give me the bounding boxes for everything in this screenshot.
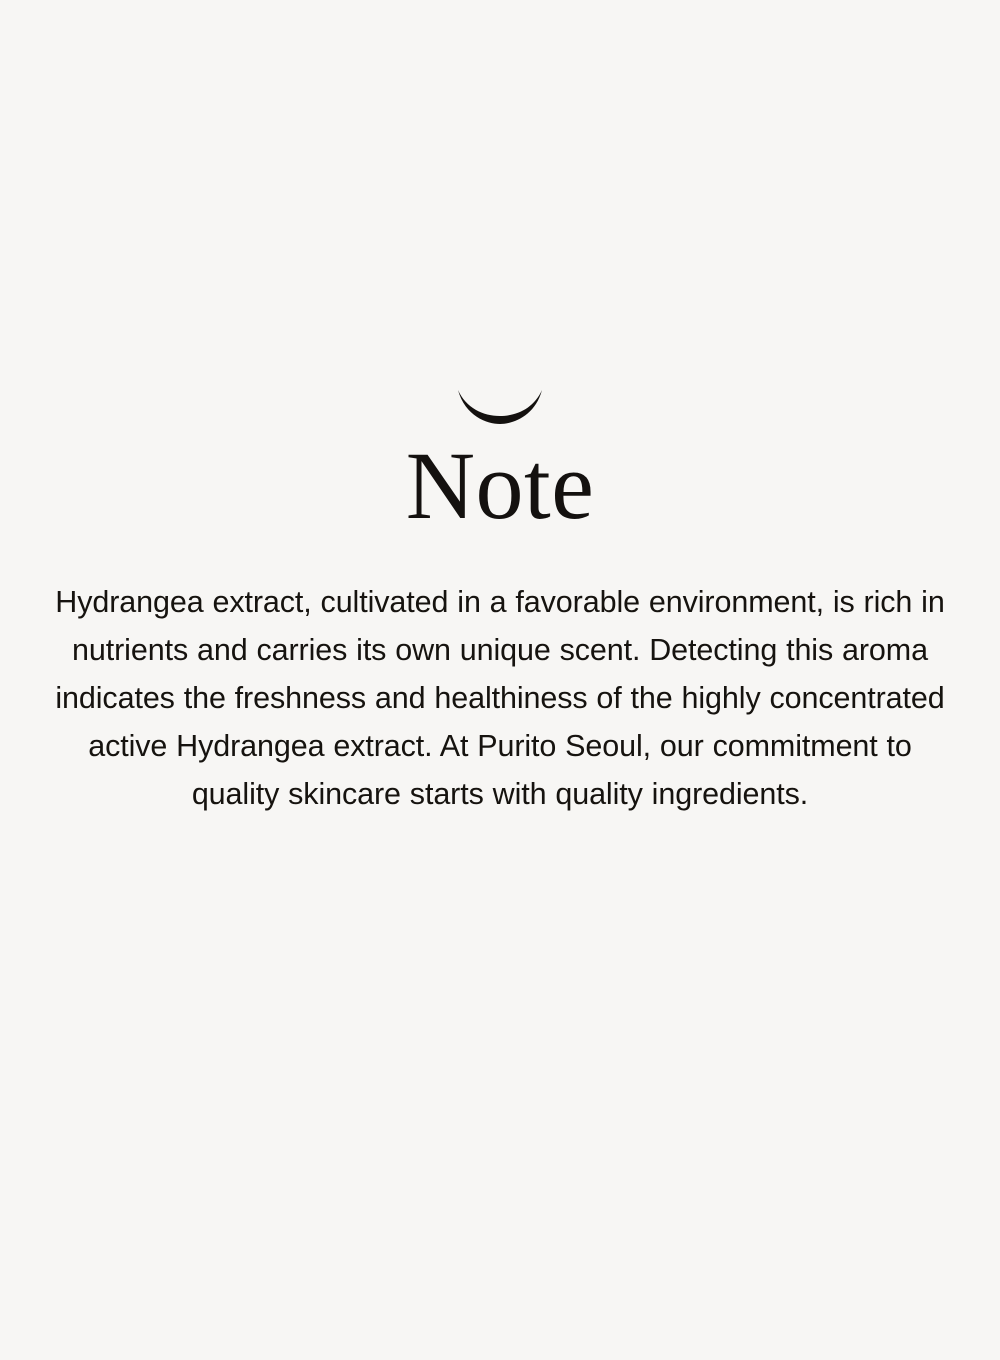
crescent-swash-ornament [455,386,545,426]
note-body-text: Hydrangea extract, cultivated in a favorable environment, is rich in nutrients and carries its own unique scent. Detecting this aroma indicates the freshness and healthiness of the highly concentrated active Hydrangea extract. At Purito Seoul, our commitment to quality skincare starts with quality ingredients. [55,585,945,811]
page-title: Note [405,432,595,539]
